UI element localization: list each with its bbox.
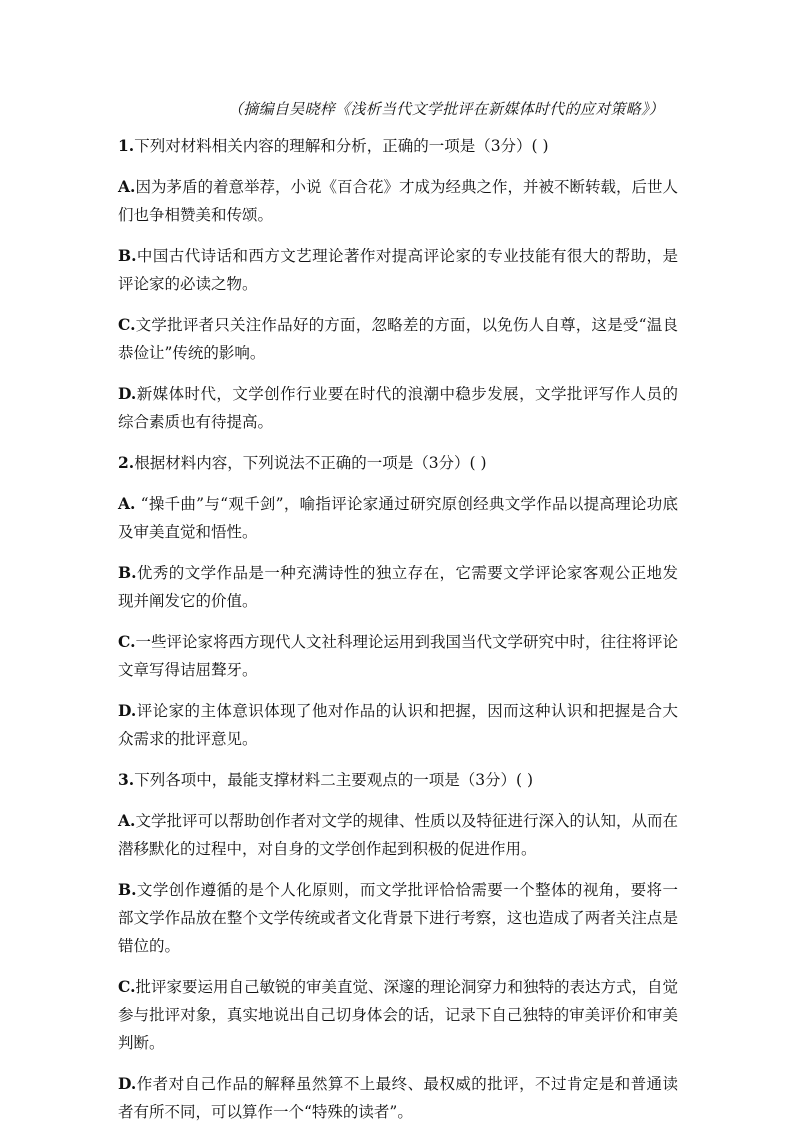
option-letter: A. [118, 811, 136, 830]
option-letter: D. [118, 701, 137, 720]
option-text: 评论家的主体意识体现了他对作品的认识和把握，因而这种认识和把握是合大众需求的批评意见。 [118, 702, 678, 748]
question-3-stem [118, 766, 678, 794]
question-2-option-c [118, 628, 678, 684]
option-text: 批评家要运用自己敏锐的审美直觉、深邃的理论洞穿力和独特的表达方式，自觉参与批评对象，真实地说出自己切身体会的话，记录下自己独特的审美评价和审美判断。 [118, 978, 678, 1052]
question-1-option-d [118, 380, 678, 436]
question-3-option-c [118, 973, 678, 1057]
option-text: 因为茅盾的着意举荐，小说《百合花》才成为经典之作，并被不断转载，后世人们也争相赞美和传颂。 [118, 178, 678, 224]
question-3-option-d [118, 1070, 678, 1126]
option-text: “操千曲”与“观千剑”，喻指评论家通过研究原创经典文学作品以提高理论功底及审美直觉和悟性。 [118, 495, 678, 541]
option-text: 文学创作遵循的是个人化原则，而文学批评恰恰需要一个整体的视角，要将一部文学作品放在整个文学传统或者文化背景下进行考察，这也造成了两者关注点是错位的。 [118, 881, 678, 955]
question-2-option-d [118, 697, 678, 753]
option-text: 文学批评可以帮助创作者对文学的规律、性质以及特征进行深入的认知，从而在潜移默化的过程中，对自身的文学创作起到积极的促进作用。 [118, 812, 678, 858]
option-letter: D. [118, 1074, 137, 1093]
option-letter: C. [118, 315, 136, 334]
question-1-option-c [118, 311, 678, 367]
option-letter: B. [118, 880, 137, 899]
question-3-option-a [118, 807, 678, 863]
option-text: 文学批评者只关注作品好的方面，忽略差的方面，以免伤人自尊，这是受“温良恭俭让”传统的影响。 [118, 316, 678, 362]
option-text: 优秀的文学作品是一种充满诗性的独立存在，它需要文学评论家客观公正地发现并阐发它的价值。 [118, 564, 678, 610]
option-letter: C. [118, 632, 136, 651]
question-1-option-a [118, 173, 678, 229]
option-letter: A. [118, 177, 136, 196]
question-number: 3. [118, 770, 135, 789]
question-3-option-b [118, 876, 678, 960]
question-text: 下列各项中，最能支撑材料二主要观点的一项是（3分）( ) [134, 771, 534, 789]
source-citation: （摘编自吴晓梓《浅析当代文学批评在新媒体时代的应对策略》） [228, 100, 665, 118]
option-text: 作者对自己作品的解释虽然算不上最终、最权威的批评，不过肯定是和普通读者有所不同，可以算作一个“特殊的读者”。 [118, 1075, 678, 1121]
question-text: 下列对材料相关内容的理解和分析，正确的一项是（3分）( ) [134, 137, 549, 155]
option-letter: B. [118, 563, 137, 582]
option-letter: B. [118, 246, 137, 265]
option-letter: C. [118, 977, 136, 996]
question-1-stem [118, 132, 678, 160]
question-text: 根据材料内容，下列说法不正确的一项是（3分）( ) [134, 454, 487, 472]
option-text: 新媒体时代，文学创作行业要在时代的浪潮中稳步发展，文学批评写作人员的综合素质也有待提高。 [118, 385, 678, 431]
question-number: 2. [118, 453, 135, 472]
question-2-stem [118, 449, 678, 477]
option-text: 中国古代诗话和西方文艺理论著作对提高评论家的专业技能有很大的帮助，是评论家的必读之物。 [118, 247, 678, 293]
question-number: 1. [118, 136, 135, 155]
question-2-option-b [118, 559, 678, 615]
question-1-option-b [118, 242, 678, 298]
option-letter: A. [118, 494, 136, 513]
question-2-option-a [118, 490, 678, 546]
question-list [118, 132, 678, 1139]
option-text: 一些评论家将西方现代人文社科理论运用到我国当代文学研究中时，往往将评论文章写得诘屈聱牙。 [118, 633, 678, 679]
option-letter: D. [118, 384, 137, 403]
